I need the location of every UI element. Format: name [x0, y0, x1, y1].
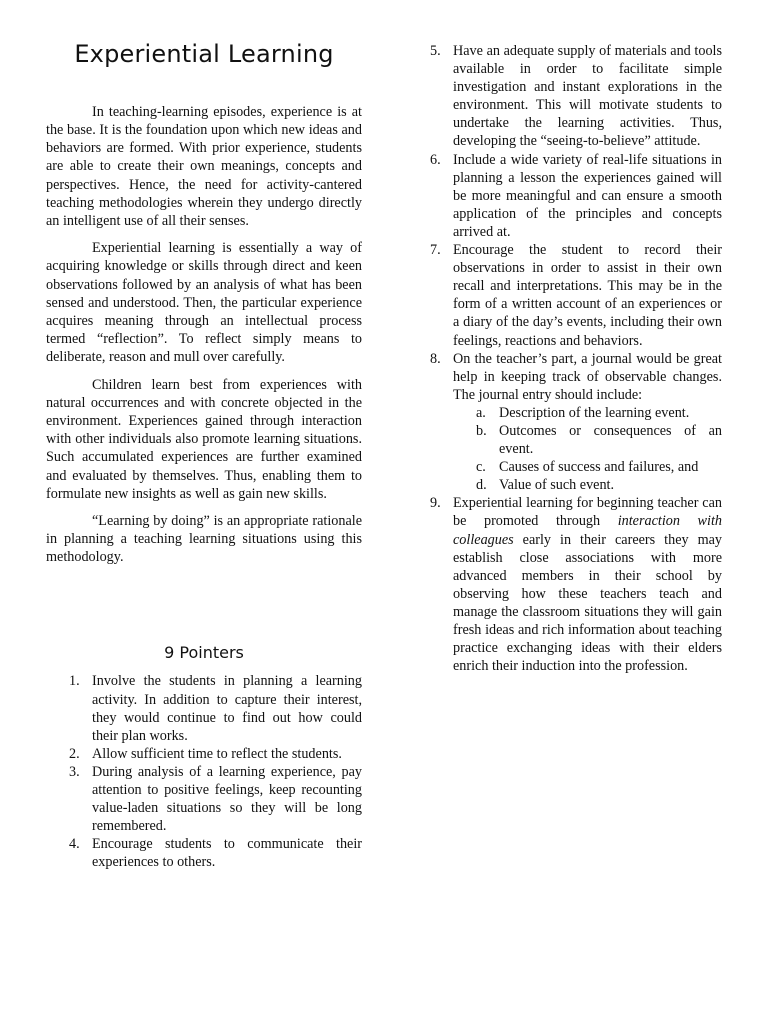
intro-paragraph-3: Children learn best from experiences with natural occurrences and with concrete objected in the environment. Experiences gained through interaction with other individuals also promote learning situations. Such accumulated experiences are further examined and evaluated by themselves. Thus, enabling them to formulate new insights as well as gain new skills.	[46, 376, 362, 502]
intro-paragraph-1: In teaching-learning episodes, experience is at the base. It is the foundation upon which new ideas and behaviors are formed. With prior experience, students are able to create their own meanings, concepts and perspectives. Hence, the need for activity-cantered teaching methodologies wherein they undergo directly an intelligent use of all their senses.	[46, 103, 362, 230]
pointer-item-1	[46, 672, 362, 744]
pointer-text-before: Experiential learning for beginning teacher can be promoted through	[453, 495, 722, 530]
left-column	[46, 40, 362, 872]
pointer-number: 2.	[69, 745, 80, 762]
pointer-text: On the teacher’s part, a journal would be great help in keeping track of observable changes. The journal entry should include:	[453, 350, 722, 403]
pointer-text: Encourage students to communicate their experiences to others.	[92, 836, 362, 871]
pointer-number: 8.	[430, 350, 441, 367]
journal-item-b	[453, 422, 722, 458]
pointer-number: 6.	[430, 151, 441, 168]
pointer-item-8	[422, 350, 722, 495]
pointer-number: 4.	[69, 836, 80, 853]
journal-item-letter: b.	[476, 422, 487, 439]
journal-item-d	[453, 476, 722, 494]
journal-item-text: Causes of success and failures, and	[499, 459, 699, 476]
pointer-text	[453, 495, 722, 674]
pointer-text: Allow sufficient time to reflect the students.	[92, 745, 342, 762]
right-column	[422, 42, 722, 675]
journal-item-letter: d.	[476, 477, 487, 494]
pointer-item-4	[46, 835, 362, 871]
pointer-item-2	[46, 745, 362, 763]
pointer-item-9	[422, 494, 722, 675]
journal-item-text: Description of the learning event.	[499, 404, 690, 421]
intro-paragraph-4: “Learning by doing” is an appropriate rationale in planning a teaching learning situations using this methodology.	[46, 513, 362, 566]
journal-item-text: Value of such event.	[499, 477, 615, 494]
pointer-item-3	[46, 763, 362, 835]
pointer-item-6	[422, 151, 722, 241]
pointer-text: During analysis of a learning experience, pay attention to positive feelings, keep recounting value-laden situations so they will be long remembered.	[92, 763, 362, 835]
journal-entry-list	[453, 404, 722, 494]
pointer-number: 1.	[69, 673, 80, 690]
pointer-text-emphasis: interaction with colleagues	[453, 513, 722, 548]
journal-item-text: Outcomes or consequences of an event.	[499, 422, 722, 458]
journal-item-letter: a.	[476, 404, 486, 421]
pointers-list-part-2	[422, 42, 722, 675]
pointer-number: 9.	[430, 495, 441, 512]
journal-item-c	[453, 458, 722, 476]
journal-item-letter: c.	[476, 459, 486, 476]
pointer-text: Encourage the student to record their observations in order to assist in their own recall and interpretations. This may be in the form of a written account of an experiences or a diary of the day’s events, including their own feelings, reactions and behaviors.	[453, 242, 722, 349]
pointer-text-after: early in their careers they may establish close associations with more advanced members in their school by observing how these teachers teach and manage the classroom situations they will gain fresh ideas and rich information about teaching practice exchanging ideas with their elders enrich their induction into the profession.	[453, 531, 722, 675]
pointer-text: Involve the students in planning a learning activity. In addition to capture their interest, they would continue to find out how could their plan works.	[92, 673, 362, 744]
intro-paragraph-2: Experiential learning is essentially a way of acquiring knowledge or skills through direct and keen observations followed by an analysis of what has been sensed and understood. Then, the particular experience acquires meaning through an intellectual process termed “reflection”. To reflect simply means to deliberate, reason and mull over carefully.	[46, 240, 362, 366]
journal-item-a	[453, 404, 722, 422]
pointer-text: Have an adequate supply of materials and tools available in order to facilitate simple investigation and instant explorations in the environment. This will motivate students to undertake the learning activities. Thus, developing the “seeing-to-believe” attitude.	[453, 43, 722, 150]
pointer-number: 5.	[430, 43, 441, 59]
pointer-item-7	[422, 241, 722, 350]
document-title: Experiential Learning	[74, 40, 334, 68]
pointer-item-5	[422, 42, 722, 151]
pointers-list-part-1	[46, 672, 362, 871]
pointer-number: 3.	[69, 763, 80, 780]
pointer-number: 7.	[430, 242, 441, 259]
pointer-text: Include a wide variety of real-life situations in planning a lesson the experiences gained will be more meaningful and can ensure a smooth application of the principles and concepts arrived at.	[453, 151, 722, 240]
pointers-heading: 9 Pointers	[164, 642, 244, 662]
